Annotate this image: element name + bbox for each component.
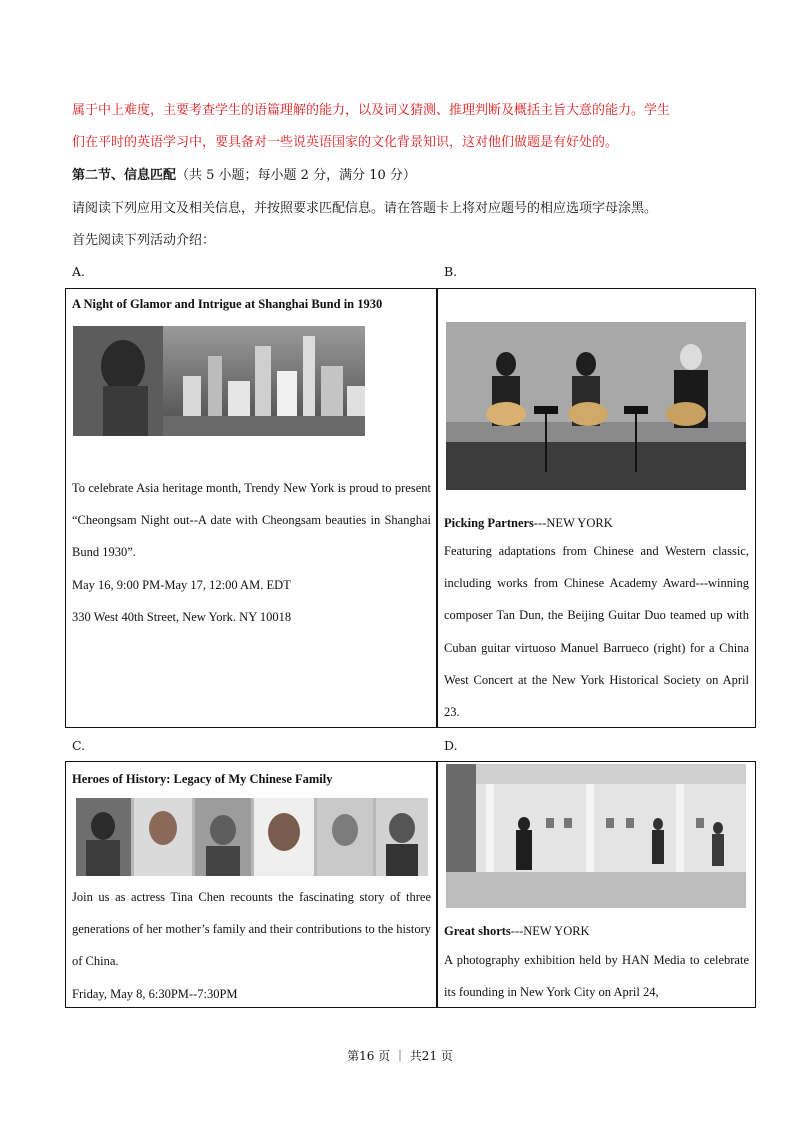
item-b-body: Featuring adaptations from Chinese and Western classic, including works from Chinese Academy Award---winning composer Tan Dun, the Beijing Guitar Duo teamed up with Cuban guitar virtuoso Manuel Barrueco (right) for a China West Concert at the New York Historical Society on April 23. [444,544,749,720]
item-d-title: Great shorts [444,924,511,938]
item-b-text [444,535,749,728]
item-a-address: 330 West 40th Street, New York. NY 10018 [72,609,292,624]
table-bottom-divider [436,761,438,1008]
item-c-title: Heroes of History: Legacy of My Chinese Family [72,772,333,786]
item-d-text [444,944,749,1008]
item-d-body: A photography exhibition held by HAN Media to celebrate its founding in New York City on April 24, [444,953,749,1000]
item-b-title: Picking Partners [444,516,534,530]
item-c-image [76,798,428,876]
item-a-label: A. [72,264,86,279]
section-heading-bold: 第二节、信息匹配 [72,168,177,183]
item-d-image [446,764,746,908]
page-footer: 第16 页 ｜ 共21 页 [347,1049,453,1063]
section-heading [72,166,416,186]
item-b-title-suffix: ---NEW YORK [533,516,613,530]
item-a-cell [72,296,431,312]
section-lead: 首先阅读下列活动介绍： [72,233,216,248]
item-a-title: A Night of Glamor and Intrigue at Shanghai Bund in 1930 [72,297,383,311]
item-d-title-row [444,920,749,939]
item-a-text [72,472,431,633]
item-c-date: Friday, May 8, 6:30PM--7:30PM [72,986,238,1001]
intro-red-line-1: 属于中上难度，主要考查学生的语篇理解的能力，以及词义猜测、推理判断及概括主旨大意的能力。学生 [72,103,671,118]
section-heading-rest: （共 5 小题；每小题 2 分，满分 10 分） [176,168,416,183]
item-c-label: C. [72,738,86,753]
item-c-text [72,881,431,1010]
item-a-image [73,326,365,436]
item-a-body: To celebrate Asia heritage month, Trendy New York is proud to present “Cheongsam Night out--A date with Cheongsam beauties in Shanghai Bund 1930”. [72,481,431,560]
intro-red-line-2: 们在平时的英语学习中，要具备对一些说英语国家的文化背景知识，这对他们做题是有好处的。 [72,135,619,150]
item-b-image [446,322,746,490]
item-d-label: D. [444,738,458,753]
item-b-label: B. [444,264,458,279]
item-c-body: Join us as actress Tina Chen recounts the fascinating story of three generations of her mother’s family and their contributions to the history of China. [72,890,431,969]
table-top-divider [436,288,438,728]
section-instruction: 请阅读下列应用文及相关信息，并按照要求匹配信息。请在答题卡上将对应题号的相应选项字母涂黑。 [72,201,658,216]
item-c-cell [72,771,431,787]
item-d-title-suffix: ---NEW YORK [510,924,590,938]
item-a-date: May 16, 9:00 PM-May 17, 12:00 AM. EDT [72,577,291,592]
item-b-title-row [444,512,749,531]
